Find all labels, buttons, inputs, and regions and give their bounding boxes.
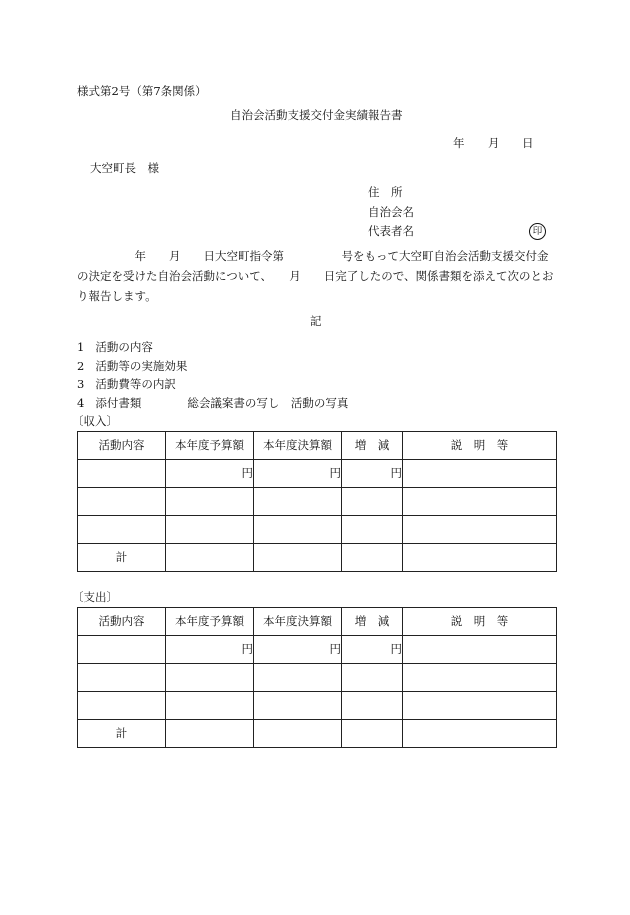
total-label: 計 — [78, 544, 166, 572]
total-row — [78, 544, 557, 572]
item-2 — [77, 361, 187, 373]
form-number: 様式第2号（第7条関係） — [77, 84, 207, 98]
item-number: 2 — [77, 359, 85, 373]
table-row — [78, 636, 557, 664]
table-row — [78, 460, 557, 488]
income-table — [77, 431, 557, 572]
yen-unit: 円 — [254, 460, 342, 488]
table-row — [78, 488, 557, 516]
table-cell — [78, 692, 166, 720]
date-month: 月 — [488, 136, 500, 150]
table-cell — [403, 460, 557, 488]
table-cell — [166, 488, 254, 516]
item-text: 活動費等の内訳 — [95, 377, 176, 391]
addressee: 大空町長 様 — [90, 161, 159, 175]
table-cell — [166, 692, 254, 720]
address-label: 住 所 — [368, 185, 403, 199]
table-header-row — [78, 608, 557, 636]
table-cell — [254, 544, 342, 572]
association-name-label: 自治会名 — [368, 205, 414, 219]
table-cell — [254, 664, 342, 692]
table-cell — [403, 720, 557, 748]
header-settlement: 本年度決算額 — [254, 432, 342, 460]
item-text: 添付書類 総会議案書の写し 活動の写真 — [95, 396, 349, 410]
item-text: 活動の内容 — [95, 340, 153, 354]
yen-unit: 円 — [166, 460, 254, 488]
table-cell — [342, 516, 403, 544]
yen-unit: 円 — [166, 636, 254, 664]
table-cell — [78, 460, 166, 488]
header-settlement: 本年度決算額 — [254, 608, 342, 636]
table-cell — [342, 544, 403, 572]
header-change: 増 減 — [342, 432, 403, 460]
item-number: 1 — [77, 340, 85, 354]
table-row — [78, 516, 557, 544]
ki-heading: 記 — [310, 314, 322, 328]
table-header-row — [78, 432, 557, 460]
table-cell — [166, 516, 254, 544]
item-number: 4 — [77, 396, 85, 410]
income-label: 〔収入〕 — [72, 414, 118, 428]
table-cell — [78, 488, 166, 516]
yen-unit: 円 — [342, 460, 403, 488]
item-3 — [77, 379, 176, 391]
table-cell — [403, 636, 557, 664]
document-title: 自治会活動支援交付金実績報告書 — [230, 108, 403, 122]
table-cell — [403, 516, 557, 544]
header-activity: 活動内容 — [78, 432, 166, 460]
representative-label: 代表者名 — [368, 224, 414, 238]
yen-unit: 円 — [254, 636, 342, 664]
table-cell — [166, 664, 254, 692]
table-cell — [254, 516, 342, 544]
table-cell — [166, 720, 254, 748]
table-cell — [403, 488, 557, 516]
date-year: 年 — [453, 136, 465, 150]
table-row — [78, 692, 557, 720]
header-budget: 本年度予算額 — [166, 608, 254, 636]
total-label: 計 — [78, 720, 166, 748]
table-cell — [78, 636, 166, 664]
table-cell — [78, 664, 166, 692]
item-text: 活動等の実施効果 — [95, 359, 188, 373]
table-cell — [342, 692, 403, 720]
table-cell — [342, 664, 403, 692]
table-cell — [254, 692, 342, 720]
header-activity: 活動内容 — [78, 608, 166, 636]
table-cell — [403, 692, 557, 720]
table-cell — [403, 544, 557, 572]
table-cell — [342, 720, 403, 748]
table-cell — [403, 664, 557, 692]
item-4 — [77, 398, 348, 410]
table-cell — [78, 516, 166, 544]
header-budget: 本年度予算額 — [166, 432, 254, 460]
table-cell — [254, 488, 342, 516]
item-number: 3 — [77, 377, 85, 391]
table-row — [78, 664, 557, 692]
total-row — [78, 720, 557, 748]
table-cell — [342, 488, 403, 516]
table-cell — [166, 544, 254, 572]
header-explanation: 説 明 等 — [403, 608, 557, 636]
header-change: 増 減 — [342, 608, 403, 636]
expense-label: 〔支出〕 — [72, 590, 118, 604]
header-explanation: 説 明 等 — [403, 432, 557, 460]
expense-table — [77, 607, 557, 748]
item-1 — [77, 342, 153, 354]
date-day: 日 — [522, 136, 534, 150]
yen-unit: 円 — [342, 636, 403, 664]
body-paragraph: 年 月 日大空町指令第 号をもって大空町自治会活動支援交付金の決定を受けた自治会活動について、 月 日完了したので、関係書類を添えて次のとおり報告します。 — [77, 249, 554, 303]
seal-mark: 印 — [529, 223, 546, 240]
table-cell — [254, 720, 342, 748]
